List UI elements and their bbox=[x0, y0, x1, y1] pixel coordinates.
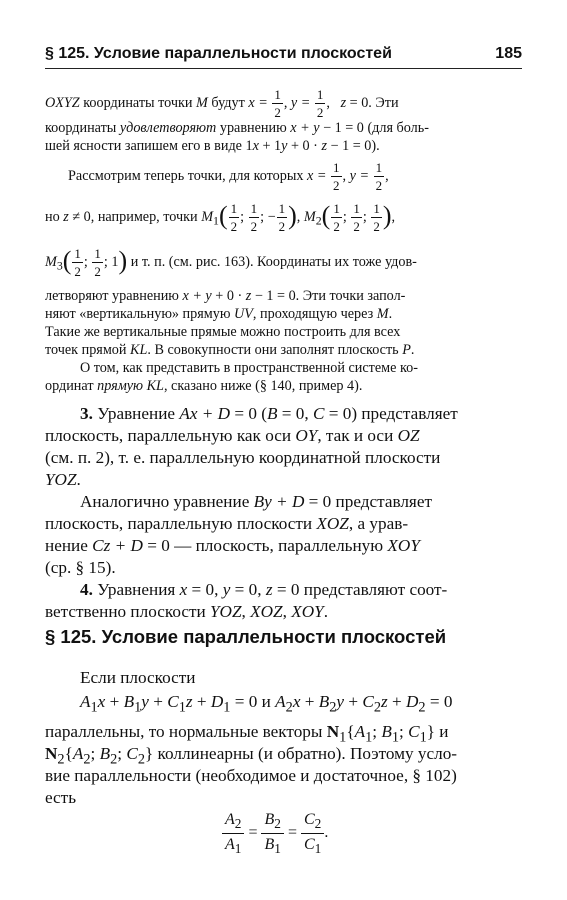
s125-line5: есть bbox=[45, 788, 77, 807]
fraction: $\frac{1}{2}$ bbox=[316, 87, 324, 120]
p2-line3: $M_3$( $\frac{1}{2}$ ; $\frac{1}{2}$ ; 1) и т. п. (см. рис. 163). Координаты их тоже удов- bbox=[45, 245, 417, 279]
item3-line2: плоскость, параллельную как оси OY, так и оси OZ bbox=[45, 426, 420, 445]
item4-line2: ветственно плоскости YOZ, XOZ, XOY. bbox=[45, 602, 328, 621]
p4-line2: плоскость, параллельную плоскости XOZ, а урав- bbox=[45, 514, 409, 533]
fraction: $\frac{1}{2}$ bbox=[278, 201, 286, 234]
p2-line7: точек прямой KL. В совокупности они заполнят плоскость P. bbox=[45, 342, 415, 358]
p1-line3: шей ясности запишем его в виде 1x + 1y + 0 · z − 1 = 0). bbox=[45, 138, 380, 154]
p4-line3: нение Cz + D = 0 — плоскость, параллельную XOY bbox=[45, 536, 420, 555]
s125-line3: $N_2\{A_2$; $B_2$; $C_2$} коллинеарны (и обратно). Поэтому усло- bbox=[45, 744, 458, 768]
p3-line1: О том, как представить в пространственной системе ко- bbox=[80, 360, 418, 376]
fraction: $\frac{A_2}{A_1}$ bbox=[222, 812, 244, 855]
fraction: $\frac{C_2}{C_1}$ bbox=[301, 812, 324, 855]
fraction: $\frac{1}{2}$ bbox=[274, 87, 281, 120]
item3-line1: 3. Уравнение Ax + D = 0 (B = 0, C = 0) представляет bbox=[80, 404, 458, 423]
s125-line1: Если плоскости bbox=[80, 668, 196, 687]
fraction: $\frac{1}{2}$ bbox=[74, 246, 81, 279]
fraction: $\frac{1}{2}$ bbox=[250, 201, 258, 234]
p2-line2: но z ≠ 0, например, точки $M_1$( $\frac{1}{2}$ ; $\frac{1}{2}$ ; − $\frac{1}{2}$ ), $M_2$( $\frac{1}{2}$ ; $\frac{1}{2}$ ; $\frac{1}{2}$ ), bbox=[45, 200, 396, 234]
p2-line4: летворяют уравнению x + y + 0 · z − 1 = 0. Эти точки запол- bbox=[45, 288, 406, 304]
fraction: $\frac{1}{2}$ bbox=[230, 201, 238, 234]
fraction: $\frac{1}{2}$ bbox=[373, 201, 380, 234]
item3-line3: (см. п. 2), т. е. параллельную координатной плоскости bbox=[45, 448, 441, 467]
running-header bbox=[45, 42, 522, 69]
item3-line4: YOZ. bbox=[45, 470, 81, 489]
p2-line1: Рассмотрим теперь точки, для которых x = $\frac{1}{2}$ , y = $\frac{1}{2}$ , bbox=[68, 160, 389, 193]
fraction: $\frac{1}{2}$ bbox=[353, 201, 360, 234]
p2-line5: няют «вертикальную» прямую UV, проходящую через M. bbox=[45, 306, 393, 322]
s125-equation: $A_1x + B_1y + C_1z + D_1 = 0$ и $A_2x + B_2y + C_2z + D_2 = 0$ bbox=[80, 692, 453, 716]
fraction: $\frac{1}{2}$ bbox=[333, 201, 340, 234]
section-heading: § 125. Условие параллельности плоскостей bbox=[45, 626, 447, 647]
fraction: $\frac{B_2}{B_1}$ bbox=[261, 812, 283, 855]
fraction: $\frac{1}{2}$ bbox=[333, 160, 340, 193]
s125-line4: вие параллельности (необходимое и достаточное, § 102) bbox=[45, 766, 457, 785]
fraction: $\frac{1}{2}$ bbox=[94, 246, 101, 279]
page-number: 185 bbox=[495, 45, 522, 62]
p3-line2: ординат прямую KL, сказано ниже (§ 140, пример 4). bbox=[45, 378, 363, 394]
item4-line1: 4. Уравнения x = 0, y = 0, z = 0 представляют соот- bbox=[80, 580, 448, 599]
p4-line4: (ср. § 15). bbox=[45, 558, 116, 577]
p1-line2: координаты удовлетворяют уравнению x + y − 1 = 0 (для боль- bbox=[45, 120, 429, 136]
parallel-condition-formula: $\frac{A_2}{A_1}$ = $\frac{B_2}{B_1}$ = $\frac{C_2}{C_1}$ . bbox=[222, 812, 328, 855]
p4-line1: Аналогично уравнение By + D = 0 представляет bbox=[80, 492, 432, 511]
p1-line1: OXYZ координаты точки M будут x = $\frac{1}{2}$ , y = $\frac{1}{2}$ , z = 0. Эти bbox=[45, 87, 399, 120]
header-title: § 125. Условие параллельности плоскостей bbox=[45, 45, 392, 62]
fraction: $\frac{1}{2}$ bbox=[375, 160, 383, 193]
s125-line2: параллельны, то нормальные векторы $N_1\{A_1$; $B_1$; $C_1$} и bbox=[45, 722, 449, 746]
p2-line6: Такие же вертикальные прямые можно построить для всех bbox=[45, 324, 401, 340]
